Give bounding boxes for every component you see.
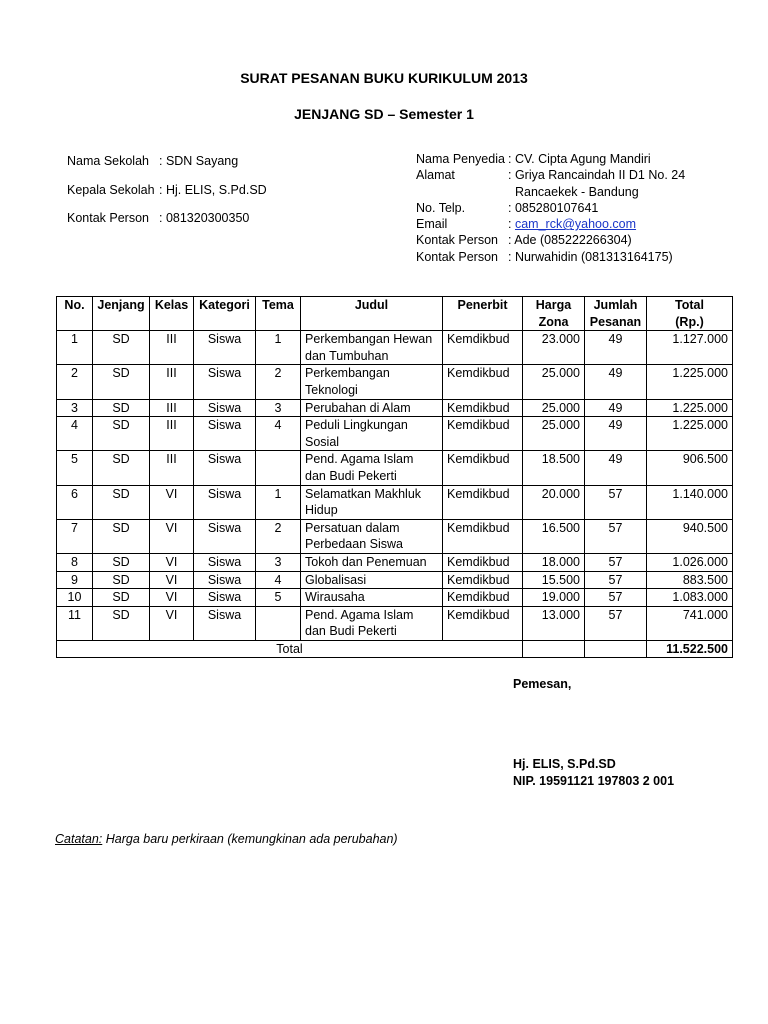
- cell-kelas: III: [150, 451, 194, 485]
- cell-no: 3: [57, 399, 93, 417]
- cell-judul: Perkembangan Teknologi: [301, 365, 443, 399]
- table-header-row: [57, 297, 733, 331]
- total-value: 11.522.500: [647, 640, 733, 658]
- cell-penerbit: Kemdikbud: [443, 519, 523, 553]
- cell-no: 7: [57, 519, 93, 553]
- cell-total: 906.500: [647, 451, 733, 485]
- cell-kategori: Siswa: [194, 606, 256, 640]
- cell-tema: 3: [256, 399, 301, 417]
- cell-total: 1.083.000: [647, 589, 733, 607]
- cell-jenjang: SD: [93, 519, 150, 553]
- school-contact-row: [67, 210, 267, 239]
- cell-kelas: VI: [150, 553, 194, 571]
- cell-no: 2: [57, 365, 93, 399]
- cell-kelas: VI: [150, 485, 194, 519]
- cell-kategori: Siswa: [194, 451, 256, 485]
- cell-total: 1.225.000: [647, 399, 733, 417]
- col-no-header: No.: [57, 297, 93, 331]
- cell-tema: 2: [256, 519, 301, 553]
- cell-no: 10: [57, 589, 93, 607]
- supplier-address-row2: [416, 184, 685, 200]
- signature-nip: NIP. 19591121 197803 2 001: [513, 773, 675, 788]
- document-title: SURAT PESANAN BUKU KURIKULUM 2013: [240, 70, 528, 86]
- col-tema-header: Tema: [256, 297, 301, 331]
- supplier-info: [416, 151, 685, 265]
- principal-label: Kepala Sekolah: [67, 182, 155, 197]
- cell-penerbit: Kemdikbud: [443, 331, 523, 365]
- cell-total: 883.500: [647, 571, 733, 589]
- cell-kelas: III: [150, 365, 194, 399]
- signature-pemesan: Pemesan,: [513, 677, 572, 691]
- cell-total: 1.127.000: [647, 331, 733, 365]
- supplier-contact2-row: [416, 249, 685, 265]
- cell-no: 6: [57, 485, 93, 519]
- supplier-name-label: Nama Penyedia: [416, 152, 505, 166]
- supplier-email-link[interactable]: cam_rck@yahoo.com: [514, 217, 637, 232]
- cell-judul: Pend. Agama Islam dan Budi Pekerti: [301, 606, 443, 640]
- col-judul-header: Judul: [301, 297, 443, 331]
- signature-name: Hj. ELIS, S.Pd.SD: [513, 757, 616, 771]
- supplier-email-label: Email: [416, 217, 448, 232]
- cell-harga: 20.000: [523, 485, 585, 519]
- cell-harga: 18.000: [523, 553, 585, 571]
- cell-jenjang: SD: [93, 589, 150, 607]
- cell-kategori: Siswa: [194, 485, 256, 519]
- supplier-email-row: [416, 216, 685, 232]
- cell-tema: 3: [256, 553, 301, 571]
- cell-jumlah: 49: [585, 365, 647, 399]
- cell-jumlah: 49: [585, 417, 647, 451]
- cell-jenjang: SD: [93, 417, 150, 451]
- cell-tema: 4: [256, 571, 301, 589]
- table-row: [57, 589, 733, 607]
- cell-no: 5: [57, 451, 93, 485]
- cell-kategori: Siswa: [194, 417, 256, 451]
- cell-harga: 25.000: [523, 399, 585, 417]
- cell-penerbit: Kemdikbud: [443, 553, 523, 571]
- cell-harga: 19.000: [523, 589, 585, 607]
- note: [55, 832, 398, 846]
- col-jenjang-header: Jenjang: [93, 297, 150, 331]
- cell-kelas: VI: [150, 519, 194, 553]
- cell-jumlah: 49: [585, 451, 647, 485]
- cell-kelas: III: [150, 331, 194, 365]
- table-row: [57, 606, 733, 640]
- supplier-phone-label: No. Telp.: [416, 200, 466, 215]
- supplier-phone-row: [416, 200, 685, 216]
- cell-jumlah: 57: [585, 519, 647, 553]
- total-label: Total: [57, 640, 523, 658]
- table-row: [57, 519, 733, 553]
- cell-judul: Peduli Lingkungan Sosial: [301, 417, 443, 451]
- table-row: [57, 451, 733, 485]
- col-penerbit-header: Penerbit: [443, 297, 523, 331]
- cell-total: 1.026.000: [647, 553, 733, 571]
- supplier-contact2-value: : Nurwahidin (081313164175): [508, 249, 673, 264]
- cell-kategori: Siswa: [194, 589, 256, 607]
- cell-total: 940.500: [647, 519, 733, 553]
- school-contact-label: Kontak Person: [67, 211, 149, 225]
- supplier-contact1-label: Kontak Person: [416, 233, 498, 248]
- col-harga-header: Harga Zona: [523, 297, 585, 331]
- cell-judul: Wirausaha: [301, 589, 443, 607]
- cell-kelas: III: [150, 417, 194, 451]
- cell-jenjang: SD: [93, 399, 150, 417]
- cell-judul: Perubahan di Alam: [301, 399, 443, 417]
- cell-harga: 16.500: [523, 519, 585, 553]
- supplier-address-line2: Rancaekek - Bandung: [515, 184, 639, 199]
- supplier-name-row: [416, 151, 685, 167]
- table-total-row: [57, 640, 733, 658]
- cell-harga: 15.500: [523, 571, 585, 589]
- supplier-phone-value: : 085280107641: [508, 200, 599, 215]
- cell-harga: 13.000: [523, 606, 585, 640]
- cell-kategori: Siswa: [194, 519, 256, 553]
- cell-total: 1.225.000: [647, 417, 733, 451]
- school-name-row: [67, 153, 267, 182]
- principal-row: [67, 182, 267, 211]
- cell-jumlah: 57: [585, 553, 647, 571]
- cell-judul: Selamatkan Makhluk Hidup: [301, 485, 443, 519]
- cell-jenjang: SD: [93, 331, 150, 365]
- cell-jumlah: 57: [585, 571, 647, 589]
- supplier-address-label: Alamat: [416, 168, 455, 183]
- cell-tema: 1: [256, 485, 301, 519]
- signature-block: [513, 756, 674, 789]
- cell-jumlah: 49: [585, 399, 647, 417]
- cell-harga: 23.000: [523, 331, 585, 365]
- table-row: [57, 485, 733, 519]
- cell-total: 741.000: [647, 606, 733, 640]
- document-subtitle: JENJANG SD – Semester 1: [294, 106, 474, 122]
- cell-judul: Tokoh dan Penemuan: [301, 553, 443, 571]
- cell-jenjang: SD: [93, 606, 150, 640]
- cell-jumlah: 57: [585, 589, 647, 607]
- cell-penerbit: Kemdikbud: [443, 365, 523, 399]
- cell-no: 8: [57, 553, 93, 571]
- table-row: [57, 399, 733, 417]
- cell-no: 4: [57, 417, 93, 451]
- principal-value: : Hj. ELIS, S.Pd.SD: [159, 182, 267, 197]
- cell-kategori: Siswa: [194, 399, 256, 417]
- cell-harga: 25.000: [523, 417, 585, 451]
- cell-tema: 5: [256, 589, 301, 607]
- supplier-contact1-row: [416, 232, 685, 248]
- school-contact-value: : 081320300350: [159, 211, 250, 225]
- cell-harga: 18.500: [523, 451, 585, 485]
- cell-jumlah: 57: [585, 606, 647, 640]
- cell-kelas: VI: [150, 571, 194, 589]
- note-text: Harga baru perkiraan (kemungkinan ada perubahan): [102, 832, 398, 846]
- cell-kategori: Siswa: [194, 331, 256, 365]
- cell-penerbit: Kemdikbud: [443, 485, 523, 519]
- col-kategori-header: Kategori: [194, 297, 256, 331]
- supplier-email-sep: :: [508, 217, 512, 232]
- cell-harga: 25.000: [523, 365, 585, 399]
- cell-total: 1.140.000: [647, 485, 733, 519]
- cell-jenjang: SD: [93, 571, 150, 589]
- cell-penerbit: Kemdikbud: [443, 399, 523, 417]
- cell-total: 1.225.000: [647, 365, 733, 399]
- col-total-header: Total (Rp.): [647, 297, 733, 331]
- cell-judul: Persatuan dalam Perbedaan Siswa: [301, 519, 443, 553]
- table-row: [57, 417, 733, 451]
- school-name-value: : SDN Sayang: [159, 154, 239, 168]
- cell-no: 9: [57, 571, 93, 589]
- cell-penerbit: Kemdikbud: [443, 606, 523, 640]
- school-info: [67, 153, 267, 239]
- table-row: [57, 331, 733, 365]
- cell-kelas: VI: [150, 606, 194, 640]
- supplier-contact1-value: : Ade (085222266304): [508, 233, 632, 248]
- table-row: [57, 365, 733, 399]
- note-label: Catatan:: [55, 832, 103, 846]
- cell-judul: Globalisasi: [301, 571, 443, 589]
- school-name-label: Nama Sekolah: [67, 154, 149, 168]
- table-row: [57, 571, 733, 589]
- cell-kelas: VI: [150, 589, 194, 607]
- col-jumlah-header: Jumlah Pesanan: [585, 297, 647, 331]
- supplier-contact2-label: Kontak Person: [416, 249, 498, 264]
- cell-no: 1: [57, 331, 93, 365]
- supplier-address-row: [416, 167, 685, 183]
- cell-tema: [256, 451, 301, 485]
- cell-jenjang: SD: [93, 485, 150, 519]
- cell-kategori: Siswa: [194, 553, 256, 571]
- supplier-name-value: : CV. Cipta Agung Mandiri: [508, 152, 651, 166]
- cell-jenjang: SD: [93, 553, 150, 571]
- cell-kategori: Siswa: [194, 571, 256, 589]
- cell-tema: 4: [256, 417, 301, 451]
- cell-tema: 2: [256, 365, 301, 399]
- cell-jumlah: 57: [585, 485, 647, 519]
- cell-penerbit: Kemdikbud: [443, 571, 523, 589]
- cell-judul: Perkembangan Hewan dan Tumbuhan: [301, 331, 443, 365]
- cell-kelas: III: [150, 399, 194, 417]
- cell-penerbit: Kemdikbud: [443, 417, 523, 451]
- col-kelas-header: Kelas: [150, 297, 194, 331]
- cell-jenjang: SD: [93, 365, 150, 399]
- cell-jumlah: 49: [585, 331, 647, 365]
- supplier-address-line1: : Griya Rancaindah II D1 No. 24: [508, 168, 686, 183]
- order-rows: [57, 331, 733, 641]
- cell-kategori: Siswa: [194, 365, 256, 399]
- cell-tema: 1: [256, 331, 301, 365]
- order-table: [56, 296, 733, 658]
- cell-penerbit: Kemdikbud: [443, 451, 523, 485]
- cell-jenjang: SD: [93, 451, 150, 485]
- cell-tema: [256, 606, 301, 640]
- cell-judul: Pend. Agama Islam dan Budi Pekerti: [301, 451, 443, 485]
- table-row: [57, 553, 733, 571]
- cell-no: 11: [57, 606, 93, 640]
- cell-penerbit: Kemdikbud: [443, 589, 523, 607]
